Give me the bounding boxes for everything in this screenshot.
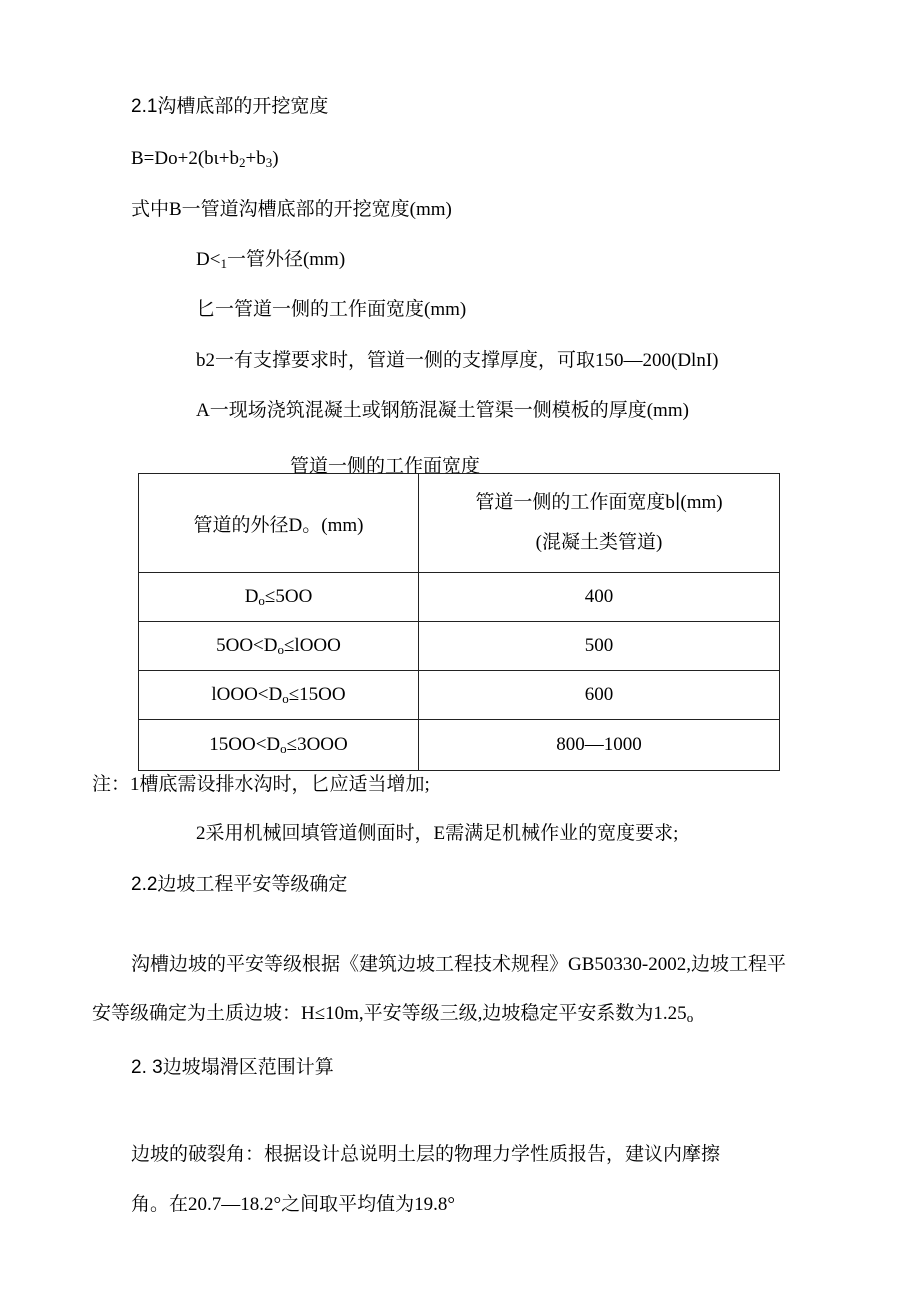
table-row bbox=[139, 671, 780, 720]
diameter-text: ≤15OO bbox=[288, 684, 346, 705]
table-row bbox=[139, 720, 780, 771]
width-cell: 600 bbox=[419, 671, 780, 720]
table-header-row bbox=[139, 474, 780, 573]
diameter-text: 5OO<D bbox=[216, 635, 278, 656]
section-2-2-paragraph-line1: 沟槽边坡的平安等级根据《建筑边坡工程技术规程》GB50330-2002,边坡工程平 bbox=[131, 954, 786, 975]
width-cell: 800—1000 bbox=[419, 720, 780, 771]
diameter-text: ≤lOOO bbox=[284, 635, 341, 656]
paragraph-text: 安等级确定为土质边坡：H≤10m,平安等级三级,边坡稳定平安系数为1.25 bbox=[92, 1003, 687, 1024]
definition-d bbox=[196, 249, 345, 272]
formula-part: ) bbox=[272, 148, 279, 169]
col1-header: 管道的外径D。(mm) bbox=[139, 474, 419, 573]
section-2-3-paragraph-line1: 边坡的破裂角：根据设计总说明土层的物理力学性质报告，建议内摩擦 bbox=[131, 1144, 721, 1165]
section-2-1-title: 2.1沟槽底部的开挖宽度 bbox=[131, 96, 329, 117]
note-2: 2采用机械回填管道侧面时，E需满足机械作业的宽度要求; bbox=[196, 823, 679, 844]
formula-part: +b bbox=[245, 148, 266, 169]
diameter-cell bbox=[139, 720, 419, 771]
diameter-text: ≤5OO bbox=[264, 586, 313, 607]
section-2-3-paragraph-line2: 角。在20.7—18.2°之间取平均值为19.8° bbox=[131, 1194, 455, 1215]
diameter-cell bbox=[139, 622, 419, 671]
col2-header-line1: 管道一侧的工作面宽度b∣(mm) bbox=[475, 492, 723, 514]
section-2-3-title: 2. 3边坡塌滑区范围计算 bbox=[131, 1057, 334, 1078]
formula-sub: 3 bbox=[265, 155, 273, 170]
diameter-text: ≤3OOO bbox=[286, 734, 348, 755]
formula-sub: 2 bbox=[238, 155, 246, 170]
table-caption: 管道一侧的工作面宽度 bbox=[290, 456, 481, 477]
paragraph-sub: o bbox=[686, 1010, 694, 1025]
diameter-text: D bbox=[244, 586, 259, 607]
definition-d-symbol: D< bbox=[196, 249, 221, 270]
formula-part: B=Do+2(bι+b bbox=[131, 148, 239, 169]
width-cell: 400 bbox=[419, 573, 780, 622]
definition-d-sub: 1 bbox=[220, 256, 227, 271]
col2-header-line2: (混凝土类管道) bbox=[535, 532, 663, 553]
col2-header bbox=[419, 474, 780, 573]
note-1: 注：1槽底需设排水沟时，匕应适当增加; bbox=[92, 774, 430, 795]
definition-b3: A一现场浇筑混凝土或钢筋混凝土管渠一侧模板的厚度(mm) bbox=[196, 400, 689, 421]
definition-b1: 匕一管道一侧的工作面宽度(mm) bbox=[196, 299, 467, 320]
formula-width bbox=[131, 148, 279, 171]
diameter-cell bbox=[139, 573, 419, 622]
diameter-sub: o bbox=[282, 691, 289, 706]
diameter-text: lOOO<D bbox=[211, 684, 283, 705]
table-row bbox=[139, 622, 780, 671]
definition-intro: 式中B一管道沟槽底部的开挖宽度(mm) bbox=[131, 199, 452, 220]
section-2-2-paragraph-line2 bbox=[92, 1003, 693, 1026]
definition-b2: b2一有支撑要求时，管道一侧的支撑厚度，可取150—200(DlnI) bbox=[196, 350, 719, 371]
width-cell: 500 bbox=[419, 622, 780, 671]
diameter-cell bbox=[139, 671, 419, 720]
diameter-text: 15OO<D bbox=[209, 734, 281, 755]
table-row bbox=[139, 573, 780, 622]
section-2-2-title: 2.2边坡工程平安等级确定 bbox=[131, 874, 348, 895]
diameter-sub: o bbox=[280, 741, 287, 756]
diameter-sub: o bbox=[258, 593, 265, 608]
definition-d-text: 一管外径(mm) bbox=[226, 249, 346, 270]
work-width-table bbox=[138, 473, 780, 771]
diameter-sub: o bbox=[277, 642, 284, 657]
